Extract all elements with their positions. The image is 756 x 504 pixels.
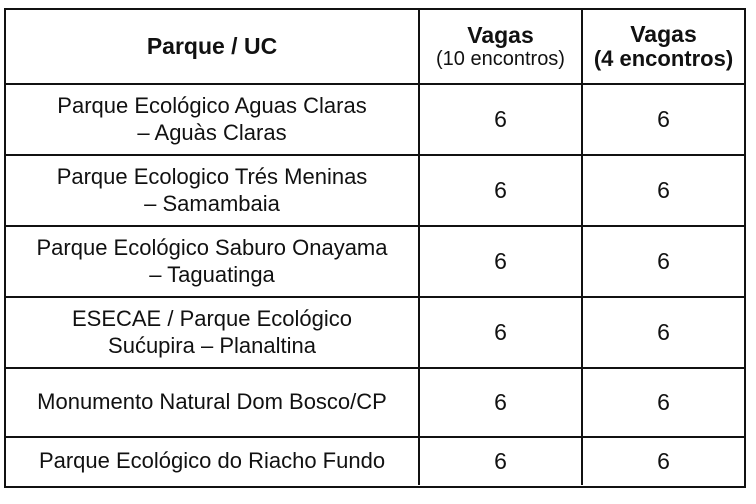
vagas-4-cell bbox=[583, 369, 744, 436]
header-vagas-10-label: Vagas bbox=[467, 21, 534, 48]
vagas-4-cell bbox=[583, 156, 744, 225]
table-row bbox=[6, 227, 744, 298]
park-cell bbox=[6, 227, 420, 296]
header-park-label: Parque / UC bbox=[146, 33, 278, 59]
vagas-4-cell bbox=[583, 438, 744, 485]
park-name-line-1: Parque Ecologico Trés Meninas bbox=[56, 164, 368, 190]
vagas-10-value: 6 bbox=[494, 177, 507, 203]
table-row bbox=[6, 369, 744, 438]
table-row bbox=[6, 156, 744, 227]
vagas-10-value: 6 bbox=[494, 248, 507, 274]
park-name-line-1: Parque Ecológico Saburo Onayama bbox=[36, 235, 388, 261]
park-cell bbox=[6, 369, 420, 436]
park-name-line-1: Parque Ecológico do Riacho Fundo bbox=[38, 448, 386, 474]
table-row bbox=[6, 438, 744, 485]
park-name-line-2: – Aguàs Claras bbox=[137, 119, 287, 145]
header-cell-park bbox=[6, 10, 420, 83]
vagas-4-value: 6 bbox=[657, 106, 670, 132]
park-name-line-1: Parque Ecológico Aguas Claras bbox=[57, 93, 367, 119]
header-vagas-10-sublabel: (10 encontros) bbox=[436, 48, 565, 71]
vagas-10-cell bbox=[420, 369, 583, 436]
vagas-10-value: 6 bbox=[494, 448, 507, 474]
header-cell-vagas-4 bbox=[583, 10, 744, 83]
header-vagas-4-sublabel: (4 encontros) bbox=[593, 46, 734, 72]
vagas-10-value: 6 bbox=[494, 106, 507, 132]
vagas-4-cell bbox=[583, 85, 744, 154]
park-name-line-1: Monumento Natural Dom Bosco/CP bbox=[37, 389, 387, 415]
table-row bbox=[6, 85, 744, 156]
park-cell bbox=[6, 156, 420, 225]
vagas-4-value: 6 bbox=[657, 248, 670, 274]
park-name-line-2: Sućupira – Planaltina bbox=[108, 332, 316, 358]
vagas-4-cell bbox=[583, 227, 744, 296]
header-cell-vagas-10 bbox=[420, 10, 583, 83]
vagas-10-cell bbox=[420, 438, 583, 485]
vagas-4-cell bbox=[583, 298, 744, 367]
table-row bbox=[6, 298, 744, 369]
vagas-10-cell bbox=[420, 227, 583, 296]
vagas-4-value: 6 bbox=[657, 177, 670, 203]
table-header-row bbox=[6, 10, 744, 85]
vagas-10-value: 6 bbox=[494, 319, 507, 345]
vagas-4-value: 6 bbox=[657, 448, 670, 474]
park-cell bbox=[6, 298, 420, 367]
vagas-10-cell bbox=[420, 298, 583, 367]
vagas-10-value: 6 bbox=[494, 389, 507, 415]
park-cell bbox=[6, 85, 420, 154]
park-name-line-1: ESECAE / Parque Ecológico bbox=[71, 306, 353, 332]
vagas-4-value: 6 bbox=[657, 389, 670, 415]
park-name-line-2: – Samambaia bbox=[144, 190, 280, 216]
park-cell bbox=[6, 438, 420, 485]
header-vagas-4-label: Vagas bbox=[630, 20, 697, 47]
vagas-4-value: 6 bbox=[657, 319, 670, 345]
vacancies-table bbox=[4, 8, 746, 488]
vagas-10-cell bbox=[420, 85, 583, 154]
park-name-line-2: – Taguatinga bbox=[149, 261, 275, 287]
vagas-10-cell bbox=[420, 156, 583, 225]
